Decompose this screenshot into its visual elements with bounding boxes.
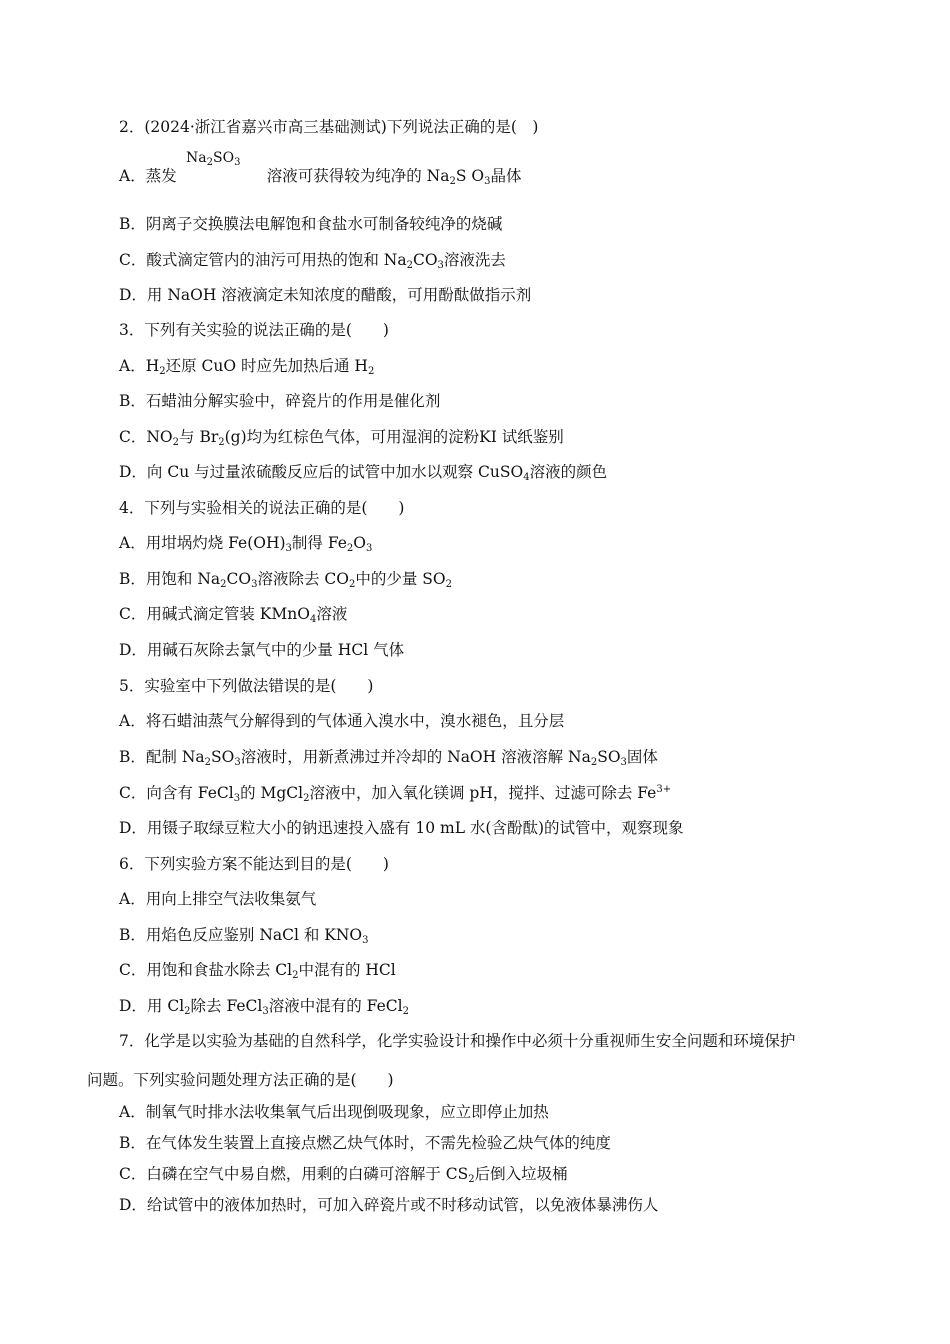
- question-6-option-d: D．用 $Cl_2$除去 FeCl$_3$溶液中混有的 FeCl$_2$: [119, 997, 409, 1017]
- question-2-stem: 2．(2024·浙江省嘉兴市高三基础测试)下列说法正确的是( ): [119, 118, 539, 136]
- question-2-option-b: B．阴离子交换膜法电解饱和食盐水可制备较纯净的烧碱: [119, 215, 503, 233]
- question-3-option-b: B．石蜡油分解实验中，碎瓷片的作用是催化剂: [119, 392, 441, 410]
- question-6-stem: 6．下列实验方案不能达到目的是( ): [119, 855, 389, 873]
- question-7-stem-line2: 问题。下列实验问题处理方法正确的是( ): [87, 1071, 394, 1089]
- question-4-option-d: D．用碱石灰除去氯气中的少量 HCl 气体: [119, 641, 405, 659]
- question-6-option-a: A．用向上排空气法收集氨气: [119, 890, 317, 908]
- question-3-option-c: C．$NO_2$与 $Br_2(g)$均为红棕色气体，可用湿润的淀粉KI 试纸鉴别: [119, 428, 564, 448]
- question-5-stem: 5．实验室中下列做法错误的是( ): [119, 677, 374, 695]
- question-5-option-c: C．向含有 FeCl$_3$的 MgCl$_2$溶液中，加入氧化镁调 pH，搅拌、过滤可除去 $Fe^{3+}$: [119, 784, 672, 804]
- question-4-option-b: B．用饱和 $Na_2CO_3$溶液除去 $CO_2$中的少量 $SO_2$: [119, 570, 452, 590]
- question-3-option-a: A．$H_2$还原 CuO 时应先加热后通 $H_2$: [119, 357, 375, 377]
- question-5-option-b: B．配制 $Na_2SO_3$溶液时，用新煮沸过并冷却的 NaOH 溶液溶解 $Na_2SO_3$固体: [119, 748, 658, 768]
- question-2-option-d: D．用 NaOH 溶液滴定未知浓度的醋酸，可用酚酞做指示剂: [119, 286, 532, 304]
- question-2-option-a-formula: $Na_2SO_3$: [186, 150, 241, 168]
- question-4-option-c: C．用碱式滴定管装 KMnO$_4$溶液: [119, 605, 348, 625]
- question-7-option-d: D．给试管中的液体加热时，可加入碎瓷片或不时移动试管，以免液体暴沸伤人: [119, 1196, 659, 1214]
- question-4-option-a: A．用坩埚灼烧 $Fe(OH)_3$制得 $Fe_2O_3$: [119, 534, 373, 554]
- question-7-option-b: B．在气体发生装置上直接点燃乙炔气体时，不需先检验乙炔气体的纯度: [119, 1134, 611, 1152]
- question-7-stem-line1: 7．化学是以实验为基础的自然科学，化学实验设计和操作中必须十分重视师生安全问题和环境保护: [119, 1032, 796, 1050]
- question-5-option-d: D．用镊子取绿豆粒大小的钠迅速投入盛有 10 mL 水(含酚酞)的试管中，观察现象: [119, 819, 684, 837]
- question-2-option-a: A．蒸发 溶液可获得较为纯净的 $Na_2S$ $O_3$晶体: [119, 167, 522, 187]
- question-2-option-c: C．酸式滴定管内的油污可用热的饱和 $Na_2CO_3$溶液洗去: [119, 251, 506, 271]
- question-4-stem: 4．下列与实验相关的说法正确的是( ): [119, 499, 405, 517]
- question-3-option-d: D．向 Cu 与过量浓硫酸反应后的试管中加水以观察 CuSO$_4$溶液的颜色: [119, 463, 608, 483]
- question-7-option-a: A．制氧气时排水法收集氧气后出现倒吸现象，应立即停止加热: [119, 1103, 549, 1121]
- question-3-stem: 3．下列有关实验的说法正确的是( ): [119, 321, 389, 339]
- question-5-option-a: A．将石蜡油蒸气分解得到的气体通入溴水中，溴水褪色，且分层: [119, 712, 565, 730]
- question-7-option-c: C．白磷在空气中易自燃，用剩的白磷可溶解于 $CS_2$后倒入垃圾桶: [119, 1165, 568, 1185]
- question-6-option-b: B．用焰色反应鉴别 NaCl 和 $KNO_3$: [119, 926, 369, 946]
- question-6-option-c: C．用饱和食盐水除去 $Cl_2$中混有的 HCl: [119, 961, 396, 981]
